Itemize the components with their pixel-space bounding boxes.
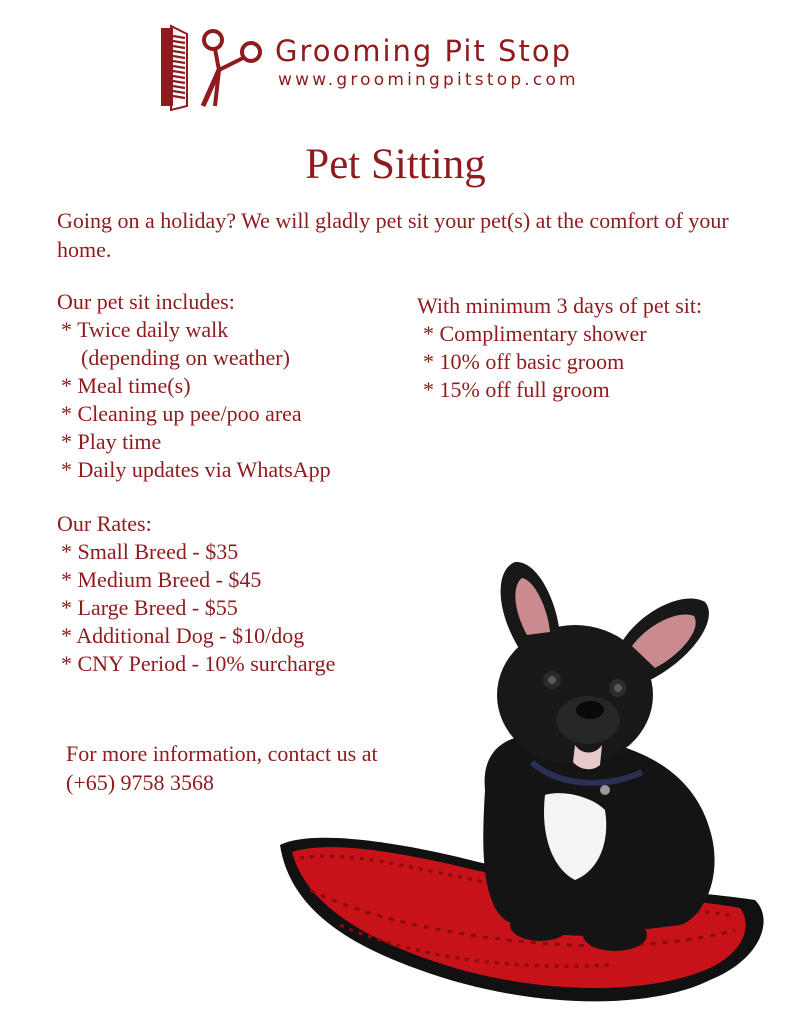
includes-list (57, 316, 331, 484)
contact-phone[interactable]: (+65) 9758 3568 (66, 770, 215, 795)
brand-name: Grooming Pit Stop (275, 34, 572, 68)
list-item: * Play time (61, 429, 162, 454)
logo-mark (155, 22, 273, 112)
list-item (57, 316, 331, 372)
list-item: * Additional Dog - $10/dog (61, 623, 305, 648)
list-item: * Large Breed - $55 (61, 595, 238, 620)
french-bulldog (483, 562, 714, 951)
list-item: * Cleaning up pee/poo area (61, 401, 302, 426)
list-item-text: * Twice daily walk (61, 317, 229, 342)
includes-heading: Our pet sit includes: (57, 289, 235, 314)
scissors-icon (203, 31, 260, 106)
list-item: * 10% off basic groom (423, 349, 625, 374)
list-item-note: (depending on weather) (81, 345, 290, 370)
list-item: * Small Breed - $35 (61, 539, 239, 564)
contact-text: For more information, contact us at (66, 741, 378, 766)
bonus-section (417, 292, 702, 404)
includes-section (57, 288, 331, 484)
list-item: * CNY Period - 10% surcharge (61, 651, 336, 676)
bonus-list (417, 320, 702, 404)
list-item: * Medium Breed - $45 (61, 567, 262, 592)
brand-url[interactable]: www.groomingpitstop.com (278, 70, 579, 90)
dog-photo (270, 540, 791, 1024)
list-item: * 15% off full groom (423, 377, 610, 402)
list-item: * Daily updates via WhatsApp (61, 457, 331, 482)
rates-heading: Our Rates: (57, 511, 152, 536)
list-item: * Complimentary shower (423, 321, 647, 346)
comb-icon (161, 26, 187, 110)
brand-logo (155, 22, 635, 112)
bonus-heading: With minimum 3 days of pet sit: (417, 293, 703, 318)
intro-text: Going on a holiday? We will gladly pet sit your pet(s) at the comfort of your home. (57, 208, 729, 262)
list-item: * Meal time(s) (61, 373, 191, 398)
page-title: Pet Sitting (305, 141, 486, 188)
